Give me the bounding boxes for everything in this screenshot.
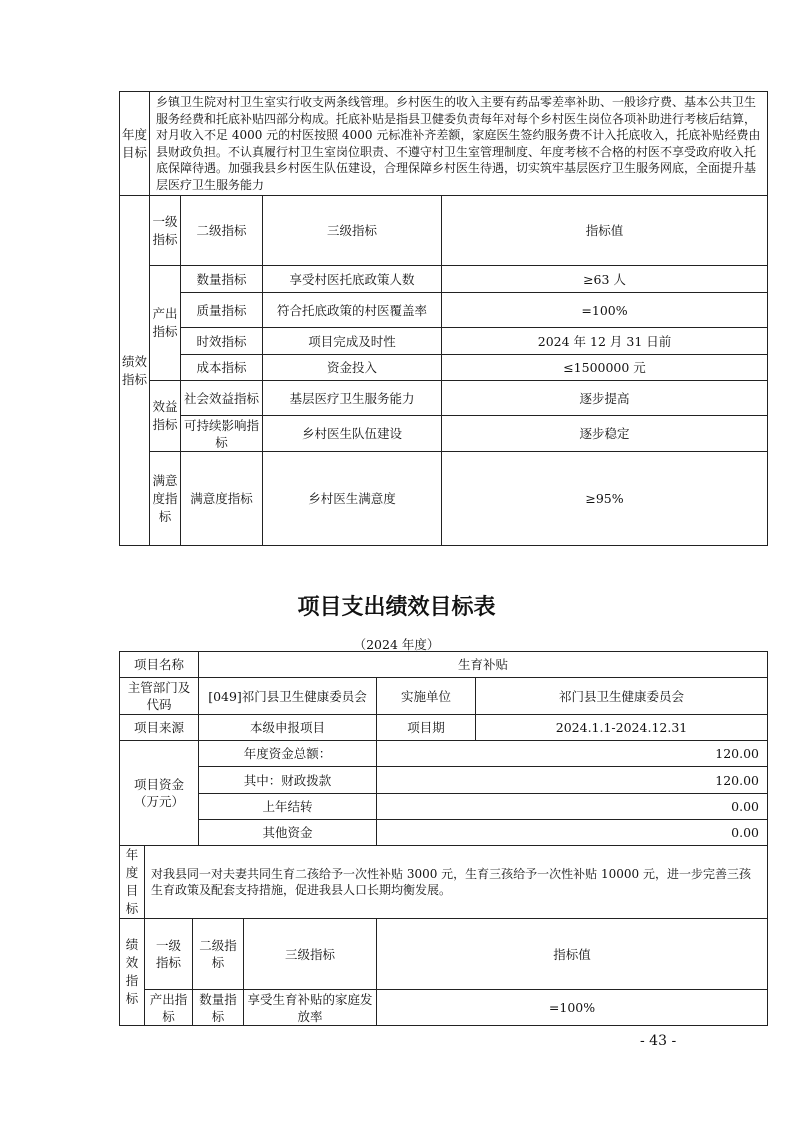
header-l1: 一级指标 [150, 196, 181, 266]
row-l2: 可持续影响指标 [181, 416, 263, 452]
goal-text: 对我县同一对夫妻共同生育二孩给予一次性补贴 3000 元，生育三孩给予一次性补贴 10000 元，进一步完善三孩生育政策及配套支持措施，促进我县人口长期均衡发展。 [145, 846, 768, 919]
fund-label: 年度资金总额： [199, 741, 377, 767]
row-l3: 资金投入 [263, 355, 442, 381]
fund-value: 0.00 [377, 820, 768, 846]
row-l3: 享受村医托底政策人数 [263, 266, 442, 293]
dept-label: 主管部门及代码 [120, 678, 199, 715]
impl-value: 祁门县卫生健康委员会 [476, 678, 768, 715]
perf-label: 绩效指标 [120, 919, 145, 1026]
goal-text: 乡镇卫生院对村卫生室实行收支两条线管理。乡村医生的收入主要有药品零差率补助、一般诊疗费、基本公共卫生服务经费和托底补贴四部分构成。托底补贴是指县卫健委负责每年对每个乡村医生岗位各项补助进行考核后结算，对月收入不足 4000 元的村医按照 4000 元标准补齐差额，家庭医生签约服务费不计入托底收入，托底补贴经费由县财政负担。不认真履行村卫生室岗位职责、不遵守村卫生室管理制度、年度考核不合格的村医不享受政府收入托底保障待遇。加强我县乡村医生队伍建设，合理保障乡村医生待遇，切实筑牢基层医疗卫生服务网底，全面提升基层医疗卫生服务能力 [150, 92, 768, 196]
goal-label: 年度目标 [120, 846, 145, 919]
row-value: ≥95% [442, 452, 768, 546]
row-l3: 基层医疗卫生服务能力 [263, 381, 442, 416]
header-l2: 二级指标 [181, 196, 263, 266]
fund-label: 上年结转 [199, 794, 377, 820]
group-satisfaction: 满意度指标 [150, 452, 181, 546]
row-l1: 产出指标 [145, 990, 193, 1026]
page-number: - 43 - [640, 1033, 677, 1049]
source-value: 本级申报项目 [199, 715, 377, 741]
source-label: 项目来源 [120, 715, 199, 741]
row-l2: 满意度指标 [181, 452, 263, 546]
row-value: ≥63 人 [442, 266, 768, 293]
dept-value: [049]祁门县卫生健康委员会 [199, 678, 377, 715]
project-name: 生育补贴 [199, 652, 768, 678]
goal-label: 年度目标 [120, 92, 150, 196]
header-value: 指标值 [377, 919, 768, 990]
row-l2: 社会效益指标 [181, 381, 263, 416]
impl-label: 实施单位 [377, 678, 476, 715]
fund-value: 120.00 [377, 767, 768, 794]
row-value: 逐步稳定 [442, 416, 768, 452]
header-l1: 一级指标 [145, 919, 193, 990]
fund-value: 0.00 [377, 794, 768, 820]
name-label: 项目名称 [120, 652, 199, 678]
row-value: 2024 年 12 月 31 日前 [442, 328, 768, 355]
project-info-table [119, 651, 768, 846]
period-label: 项目期 [377, 715, 476, 741]
header-l2: 二级指标 [193, 919, 244, 990]
perf-label: 绩效指标 [120, 196, 150, 546]
funds-label: 项目资金（万元） [120, 741, 199, 846]
row-l3: 项目完成及时性 [263, 328, 442, 355]
row-value: ≤1500000 元 [442, 355, 768, 381]
row-l3: 符合托底政策的村医覆盖率 [263, 293, 442, 328]
header-value: 指标值 [442, 196, 768, 266]
row-value: =100% [377, 990, 768, 1026]
row-l3: 乡村医生满意度 [263, 452, 442, 546]
row-l3: 享受生育补贴的家庭发放率 [244, 990, 377, 1026]
row-l2: 质量指标 [181, 293, 263, 328]
row-l2: 时效指标 [181, 328, 263, 355]
group-output: 产出指标 [150, 266, 181, 381]
fund-value: 120.00 [377, 741, 768, 767]
performance-table-continued [119, 91, 768, 546]
fund-label: 其中：财政拨款 [199, 767, 377, 794]
project-performance-table [119, 845, 768, 1026]
page-subtitle: （2024 年度） [353, 637, 440, 652]
row-value: 逐步提高 [442, 381, 768, 416]
row-l2: 数量指标 [193, 990, 244, 1026]
page-title: 项目支出绩效目标表 [297, 595, 496, 620]
row-value: =100% [442, 293, 768, 328]
row-l2: 成本指标 [181, 355, 263, 381]
row-l3: 乡村医生队伍建设 [263, 416, 442, 452]
header-l3: 三级指标 [263, 196, 442, 266]
fund-label: 其他资金 [199, 820, 377, 846]
row-l2: 数量指标 [181, 266, 263, 293]
period-value: 2024.1.1-2024.12.31 [476, 715, 768, 741]
group-benefit: 效益指标 [150, 381, 181, 452]
header-l3: 三级指标 [244, 919, 377, 990]
